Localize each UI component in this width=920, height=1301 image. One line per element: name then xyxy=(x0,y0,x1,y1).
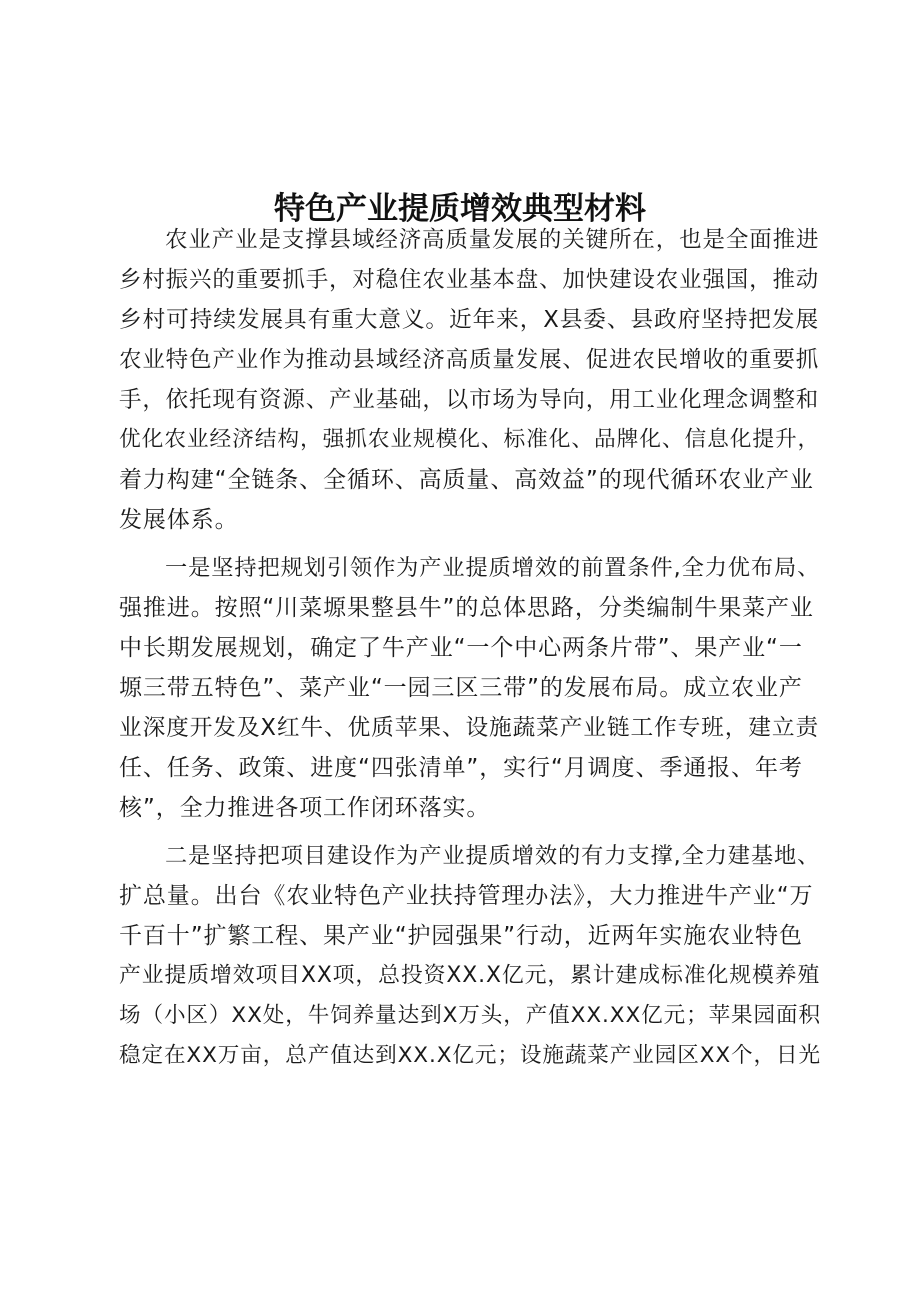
text-line: 稳定在XX万亩，总产值达到XX.X亿元；设施蔬菜产业园区XX个，日光 xyxy=(119,1043,821,1068)
paragraph-planning xyxy=(119,548,819,828)
text-line: 产业提质增效项目XX项，总投资XX.X亿元，累计建成标准化规模养殖 xyxy=(119,963,821,988)
text-line: 塬三带五特色”、菜产业“一园三区三带”的发展布局。成立农业产 xyxy=(119,675,803,701)
text-line: 乡村振兴的重要抓手，对稳住农业基本盘、加快建设农业强国，推动 xyxy=(119,267,820,293)
text-line: 发展体系。 xyxy=(119,507,239,533)
text-line: 扩总量。出台《农业特色产业扶持管理办法》，大力推进牛产业“万 xyxy=(119,883,814,909)
text-line: 千百十”扩繁工程、果产业“护园强果”行动，近两年实施农业特色 xyxy=(119,923,803,949)
text-line: 核”，全力推进各项工作闭环落实。 xyxy=(119,795,491,821)
text-line: 中长期发展规划，确定了牛产业“一个中心两条片带”、果产业“一 xyxy=(119,635,803,661)
text-line: 农业特色产业作为推动县域经济高质量发展、促进农民增收的重要抓 xyxy=(119,347,820,373)
text-line: 强推进。按照“川菜塬果整县牛”的总体思路，分类编制牛果菜产业 xyxy=(119,595,814,621)
document-title: 特色产业提质增效典型材料 xyxy=(274,190,646,227)
paragraph-projects xyxy=(119,836,819,1076)
text-line: 二是坚持把项目建设作为产业提质增效的有力支撑,全力建基地、 xyxy=(165,843,821,869)
text-line: 一是坚持把规划引领作为产业提质增效的前置条件,全力优布局、 xyxy=(165,555,821,581)
text-line: 场（小区）XX处，牛饲养量达到X万头，产值XX.XX亿元；苹果园面积 xyxy=(119,1003,821,1028)
text-line: 优化农业经济结构，强抓农业规模化、标准化、品牌化、信息化提升， xyxy=(119,427,821,452)
text-line: 手，依托现有资源、产业基础，以市场为导向，用工业化理念调整和 xyxy=(119,387,820,413)
paragraph-intro xyxy=(119,220,819,540)
text-line: 农业产业是支撑县域经济高质量发展的关键所在，也是全面推进 xyxy=(165,227,820,253)
text-line: 乡村可持续发展具有重大意义。近年来，X县委、县政府坚持把发展 xyxy=(119,307,820,333)
document-body xyxy=(119,220,819,1076)
text-line: 任、任务、政策、进度“四张清单”，实行“月调度、季通报、年考 xyxy=(119,755,803,781)
text-line: 着力构建“全链条、全循环、高质量、高效益”的现代循环农业产业 xyxy=(119,467,814,493)
text-line: 业深度开发及X红牛、优质苹果、设施蔬菜产业链工作专班，建立责 xyxy=(119,715,820,741)
